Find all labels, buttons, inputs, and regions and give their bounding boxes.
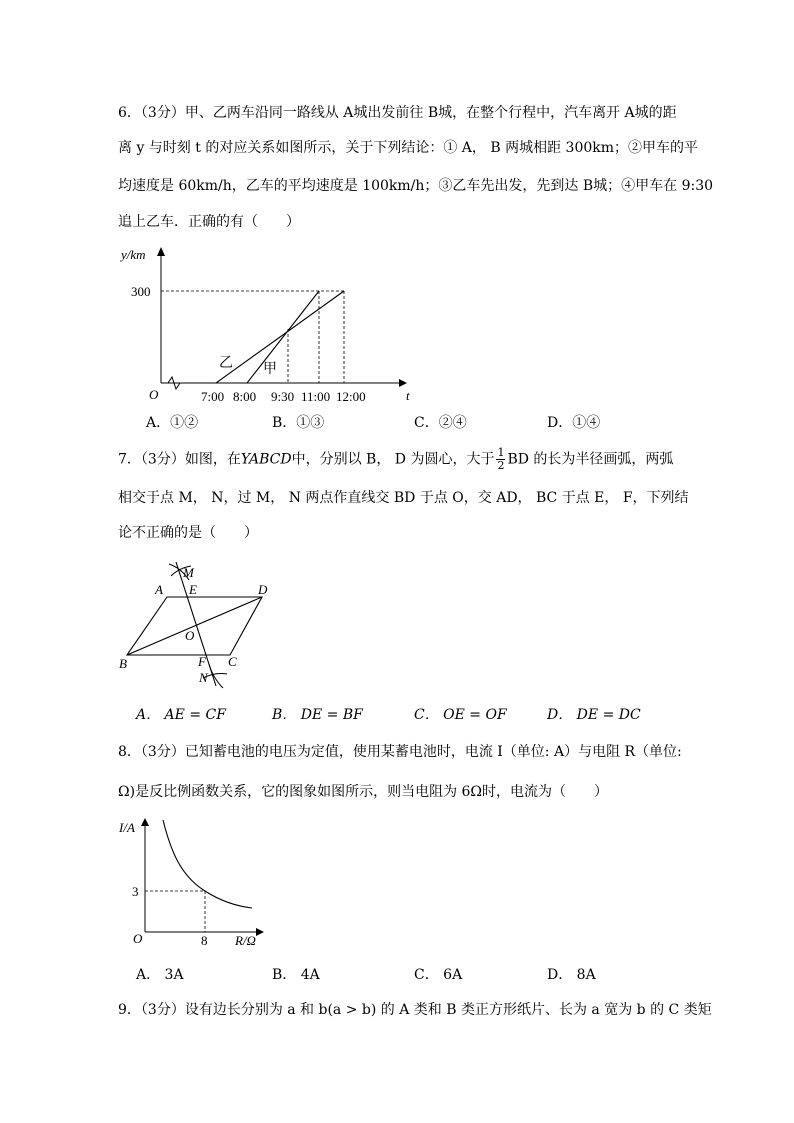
label-e: E [189,582,197,597]
label-n: N [199,670,208,685]
label-a: A [155,582,163,597]
q6-label-yi: 乙 [219,356,233,371]
q6-option-d[interactable]: D．①④ [547,415,601,431]
label-b: B [119,656,127,671]
label-m: M [183,565,194,580]
q6-tick-1: 8:00 [233,389,257,404]
inverse-proportion-curve [163,820,252,908]
half-fraction [496,447,505,472]
q6-xlabel: t [406,388,410,403]
q7-line1-a: 7．（3分）如图，在 [118,451,241,468]
q7-parallelogram-name: YABCD [240,451,292,468]
q8-line-2: Ω)是反比例函数关系，它的图象如图所示，则当电阻为 6Ω时，电流为（ ） [118,784,609,800]
fraction-denominator: 2 [497,459,505,472]
q6-tick-4: 12:00 [336,389,366,404]
q8-option-d[interactable]: D． 8A [547,967,596,983]
q6-option-a[interactable]: A．①② [146,415,199,431]
line-yi [216,291,344,383]
q8-graph [115,812,275,952]
q8-y3: 3 [132,884,139,899]
q6-line-1: 6．（3分）甲、乙两车沿同一路线从 A城出发前往 B城，在整个行程中，汽车离开 A城的距 [118,105,677,121]
q6-line-4: 追上乙车．正确的有（ ） [118,214,300,230]
q8-option-a[interactable]: A． 3A [136,967,184,983]
q6-line-2: 离 y 与时刻 t 的对应关系如图所示，关于下列结论：① A， B 两城相距 300km；②甲车的平 [118,140,699,156]
q6-tick-3: 11:00 [301,389,331,404]
q7-option-c[interactable]: C． OE = OF [414,707,507,723]
q6-option-b[interactable]: B．①③ [272,415,325,431]
fraction-numerator: 1 [497,446,505,459]
label-o: O [185,628,195,643]
q7-option-d[interactable]: D． DE = DC [547,707,641,723]
q7-option-b[interactable]: B． DE = BF [272,707,363,723]
q6-option-c[interactable]: C．②④ [414,415,467,431]
q6-ylabel: y/km [121,247,146,262]
q8-ylabel: I/A [119,820,135,835]
label-d: D [258,582,268,597]
q6-tick-0: 7:00 [201,389,225,404]
q6-label-jia: 甲 [263,362,277,377]
q9-line-1: 9．（3分）设有边长分别为 a 和 b(a > b) 的 A 类和 B 类正方形纸片、长为 a 宽为 b 的 C 类矩 [118,1002,712,1018]
q6-origin: O [149,387,159,402]
q6-line-3: 均速度是 60km/h，乙车的平均速度是 100km/h；③乙车先出发，先到达 B城；④甲车在 9:30 [118,178,714,194]
q7-line-2: 相交于点 M， N，过 M， N 两点作直线交 BD 于点 O，交 AD， BC 于点 E， F，下列结 [118,490,689,506]
q7-figure [115,560,285,695]
q8-option-c[interactable]: C． 6A [414,967,463,983]
q7-option-a[interactable]: A． AE = CF [136,707,226,723]
q8-x8: 8 [201,933,208,948]
q8-origin: O [133,931,143,946]
q7-line-1 [118,447,673,472]
q7-line-3: 论不正确的是（ ） [118,525,258,541]
line-jia [247,291,319,383]
q7-line1-d: BD 的长为半径画弧，两弧 [507,451,674,468]
q6-graph [115,243,415,408]
q7-line1-c: 中，分别以 B， D 为圆心，大于 [291,451,495,468]
label-c: C [228,654,237,669]
q8-option-b[interactable]: B． 4A [272,967,320,983]
q8-xlabel: R/Ω [235,933,256,948]
label-f: F [198,654,206,669]
q8-line-1: 8．（3分）已知蓄电池的电压为定值，使用某蓄电池时，电流 I（单位: A）与电阻 R（单位: [118,744,682,760]
q6-y300: 300 [131,284,151,299]
q6-tick-2: 9:30 [271,389,295,404]
